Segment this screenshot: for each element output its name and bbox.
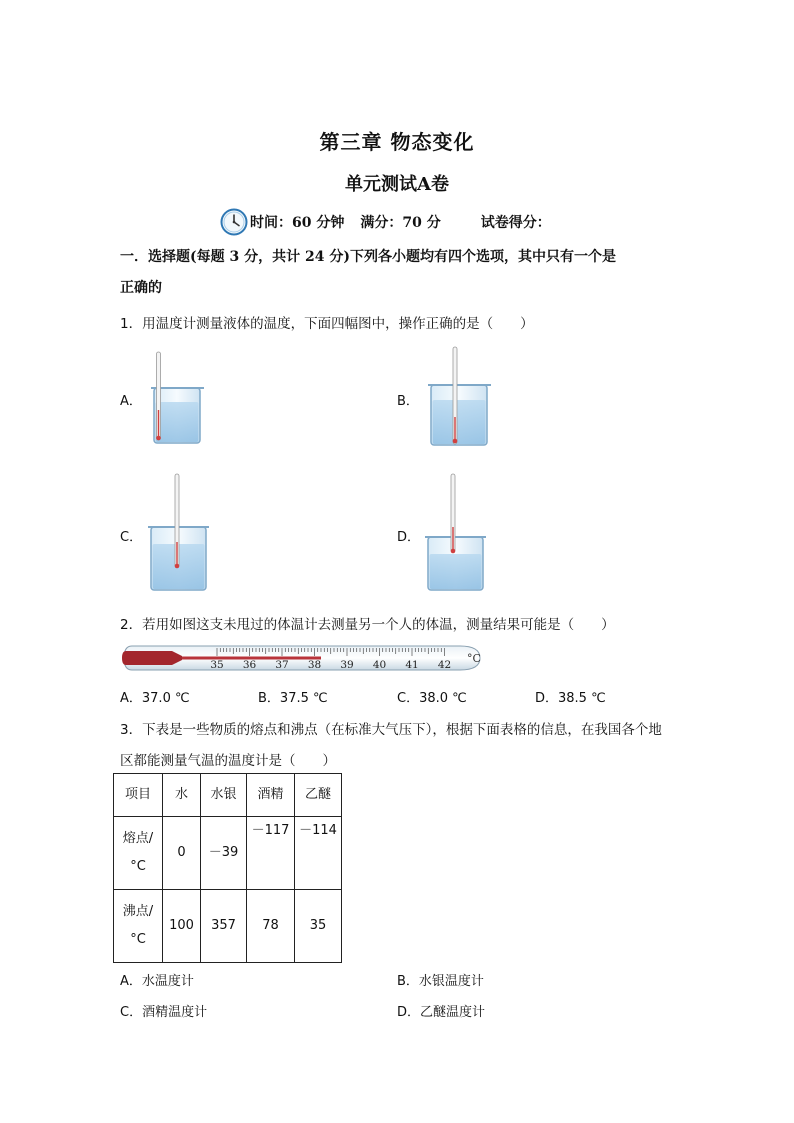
chapter-title: 第三章 物态变化: [319, 130, 475, 154]
table-row: [114, 817, 342, 890]
q1-option-c-label: C．: [120, 530, 143, 545]
q3-option-b[interactable]: B．水银温度计: [397, 974, 484, 989]
table-header-cell: 水: [163, 774, 201, 817]
table-header-row: [114, 774, 342, 817]
table-cell: 35: [295, 890, 342, 963]
table-row-label: [114, 817, 163, 890]
q1-option-d-label: D．: [397, 530, 421, 545]
table-header-cell: 水银: [201, 774, 247, 817]
table-cell: －114: [295, 817, 342, 890]
table-header-cell: 乙醚: [295, 774, 342, 817]
table-cell: 0: [163, 817, 201, 890]
table-cell: 78: [247, 890, 295, 963]
scale-label: 39: [340, 659, 354, 671]
scale-label: 40: [372, 659, 387, 671]
table-header-cell: 酒精: [247, 774, 295, 817]
q2-option-b[interactable]: B．37.5 ℃: [258, 691, 328, 706]
q3-option-d[interactable]: D．乙醚温度计: [397, 1005, 486, 1020]
q3-option-a[interactable]: A．水温度计: [120, 974, 194, 989]
scale-label: 38: [307, 659, 322, 671]
q1-option-b-label: B．: [397, 394, 419, 409]
table-cell: 357: [201, 890, 247, 963]
melt-label: 熔点/: [122, 831, 154, 846]
scale-label: 42: [437, 659, 452, 671]
test-subtitle: 单元测试A卷: [345, 174, 449, 195]
melting-boiling-table: [113, 773, 342, 963]
q1-option-c-figure: [148, 472, 210, 594]
table-cell: －39: [201, 817, 247, 890]
q2-option-a[interactable]: A．37.0 ℃: [120, 691, 190, 706]
q3-option-c[interactable]: C．酒精温度计: [120, 1005, 208, 1020]
exam-full-score: 满分：70 分: [360, 215, 441, 231]
thermometer-unit: °C: [467, 652, 481, 665]
scale-label: 41: [405, 659, 419, 671]
boil-label: 沸点/: [122, 904, 154, 919]
question-2-stem: 2．若用如图这支未甩过的体温计去测量另一个人的体温，测量结果可能是（ ）: [120, 617, 615, 633]
q1-option-a-figure: [148, 350, 208, 450]
question-3-stem-line1: 3．下表是一些物质的熔点和沸点（在标准大气压下），根据下面表格的信息，在我国各个地: [120, 722, 662, 738]
exam-meta: [220, 208, 551, 236]
q2-option-c[interactable]: C．38.0 ℃: [397, 691, 467, 706]
table-row: [114, 890, 342, 963]
q1-option-d-figure: [425, 472, 487, 594]
clock-icon: [220, 208, 248, 236]
scale-label: 35: [210, 659, 224, 671]
boil-unit: °C: [130, 932, 146, 947]
question-1-stem: 1．用温度计测量液体的温度，下面四幅图中，操作正确的是（ ）: [120, 316, 534, 332]
table-cell: 100: [163, 890, 201, 963]
question-3-stem-line2: 区都能测量气温的温度计是（ ）: [120, 753, 336, 769]
q1-option-b-figure: [425, 345, 495, 450]
table-row-label: [114, 890, 163, 963]
section-heading-line1: 一．选择题(每题 3 分，共计 24 分)下列各小题均有四个选项，其中只有一个是: [120, 249, 616, 265]
exam-time: 时间：60 分钟: [250, 215, 345, 231]
clinical-thermometer-figure: [120, 640, 485, 676]
melt-unit: °C: [130, 859, 146, 874]
table-cell: －117: [247, 817, 295, 890]
q1-option-a-label: A．: [120, 394, 142, 409]
scale-label: 37: [275, 659, 289, 671]
exam-score: 试卷得分：: [480, 215, 551, 231]
section-heading: [120, 242, 680, 304]
section-heading-line2: 正确的: [120, 280, 162, 296]
q2-option-d[interactable]: D．38.5 ℃: [535, 691, 606, 706]
scale-label: 36: [242, 659, 257, 671]
table-header-cell: 项目: [114, 774, 163, 817]
